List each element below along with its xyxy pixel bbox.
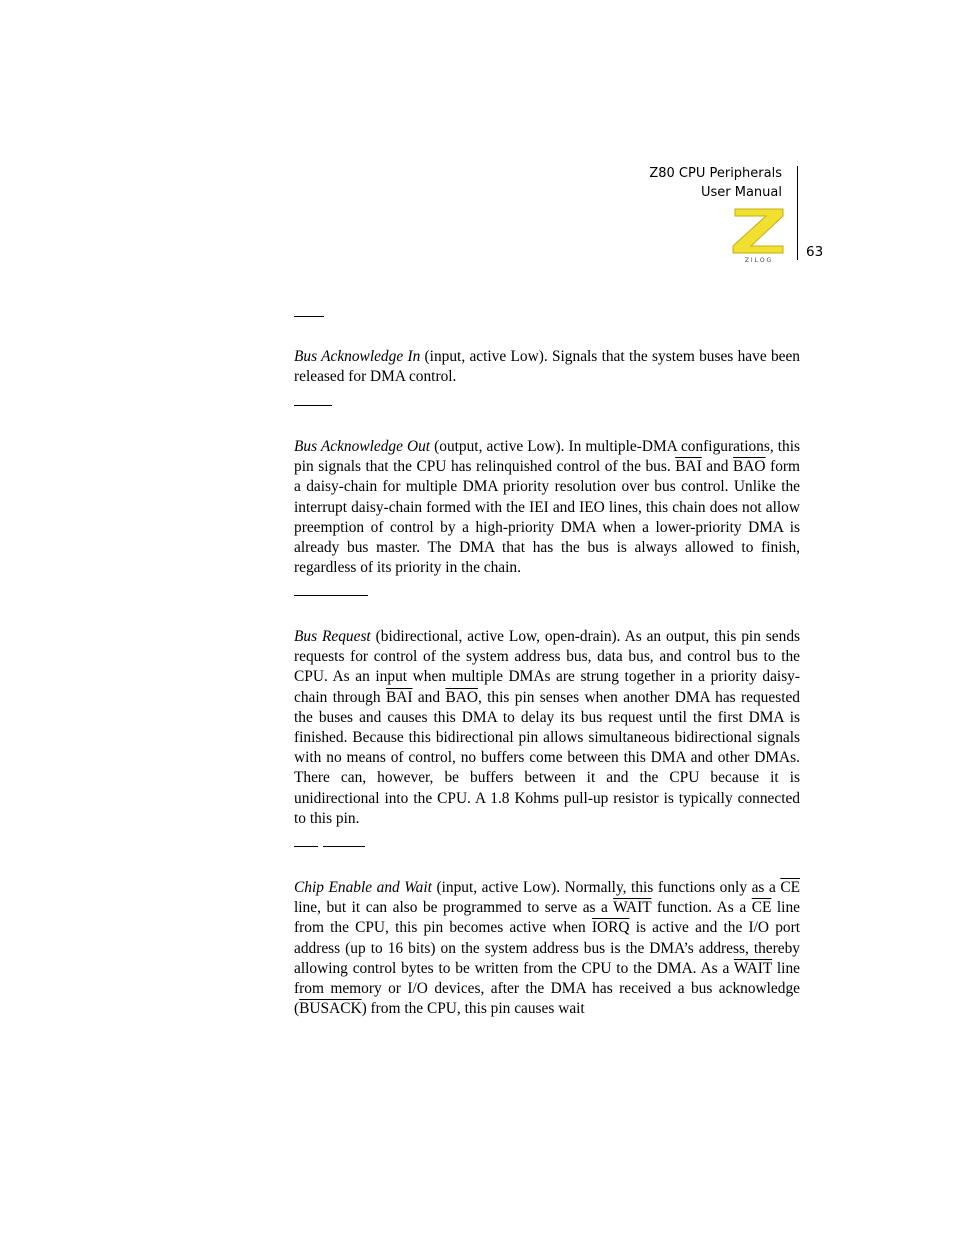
pin-name-bar-ce — [294, 846, 318, 847]
signal-name: IORQ — [591, 919, 630, 937]
signal-name: BUSACK — [299, 1000, 362, 1018]
signal-name: WAIT — [733, 959, 773, 977]
entry-paragraph: Chip Enable and Wait (input, active Low). Normally, this functions only as a $\overline{CE}$ line, but it can also be programmed to serve as a WAIT function. As a $\overline{CE}$ line from the CPU, this pin becomes active when IORQ is active and the I/O port address (up to 16 bits) on the system address bus is the DMA’s address, thereby allowing control bytes to be written from the CPU to the DMA. As a WAIT line from memory or I/O devices, after the DMA has received a bus acknowledge (BUSACK) from the CPU, this pin causes wait — [294, 879, 800, 1018]
page-number: 63 — [806, 244, 824, 260]
signal-name: $\overline{BAO}$ — [445, 688, 478, 706]
signal-name: $\overline{BAI}$ — [675, 458, 702, 476]
pin-name-bar-bao — [294, 405, 332, 406]
running-header — [649, 164, 782, 202]
entry-bus-acknowledge-in — [294, 347, 800, 387]
header-vertical-rule — [797, 166, 798, 260]
signal-name: WAIT — [613, 899, 652, 917]
zilog-logo — [729, 206, 787, 264]
entry-chip-enable-and-wait — [294, 878, 800, 1019]
signal-name: $\overline{BAI}$ — [385, 688, 413, 706]
entry-paragraph: Bus Acknowledge In (input, active Low). Signals that the system buses have been released for DMA control. — [294, 348, 800, 386]
signal-name: $\overline{CE}$ — [751, 899, 772, 917]
manual-title-line1: Z80 CPU Peripherals — [649, 166, 782, 181]
pin-name-bar-wait — [323, 846, 365, 847]
entry-bus-request — [294, 627, 800, 829]
pin-name-bar-busreq — [294, 595, 368, 596]
pin-term: Bus Acknowledge Out — [294, 438, 431, 455]
pin-name-bar-bai — [294, 316, 324, 317]
entry-paragraph: Bus Request (bidirectional, active Low, open-drain). As an output, this pin sends requests for control of the system address bus, data bus, and control bus to the CPU. As an input when multiple DMAs are strung together in a priority daisy-chain through $\overline{BAI}$ and $\overline{BAO}$, this pin senses when another DMA has requested the buses and causes this DMA to delay its bus request until the first DMA is finished. Because this bidirectional pin allows simultaneous bidirectional signals with no means of control, no buffers come between this DMA and other DMAs. There can, however, be buffers between it and the CPU because it is unidirectional into the CPU. A 1.8 Kohms pull-up resistor is typically connected to this pin. — [294, 628, 801, 827]
signal-name: $\overline{BAO}$ — [733, 458, 766, 476]
logo-wordmark: Z I L O G — [744, 257, 772, 264]
signal-name: $\overline{CE}$ — [780, 879, 800, 896]
entry-bus-acknowledge-out — [294, 437, 800, 578]
entry-paragraph: Bus Acknowledge Out (output, active Low). In multiple-DMA configurations, this pin signals that the CPU has relinquished control of the bus. $\overline{BAI}$ and $\overline{BAO}$ form a daisy-chain for multiple DMA priority resolution over bus control. Unlike the interrupt daisy-chain formed with the IEI and IEO lines, this chain does not allow preemption of control by a high-priority DMA when a lower-priority DMA is already bus master. The DMA that has the bus is always allowed to finish, regardless of its priority in the chain. — [294, 438, 801, 577]
manual-title-line2: User Manual — [700, 185, 782, 200]
pin-term: Chip Enable and Wait — [294, 879, 432, 896]
pin-term: Bus Request — [294, 628, 371, 645]
pin-term: Bus Acknowledge In — [294, 348, 421, 365]
